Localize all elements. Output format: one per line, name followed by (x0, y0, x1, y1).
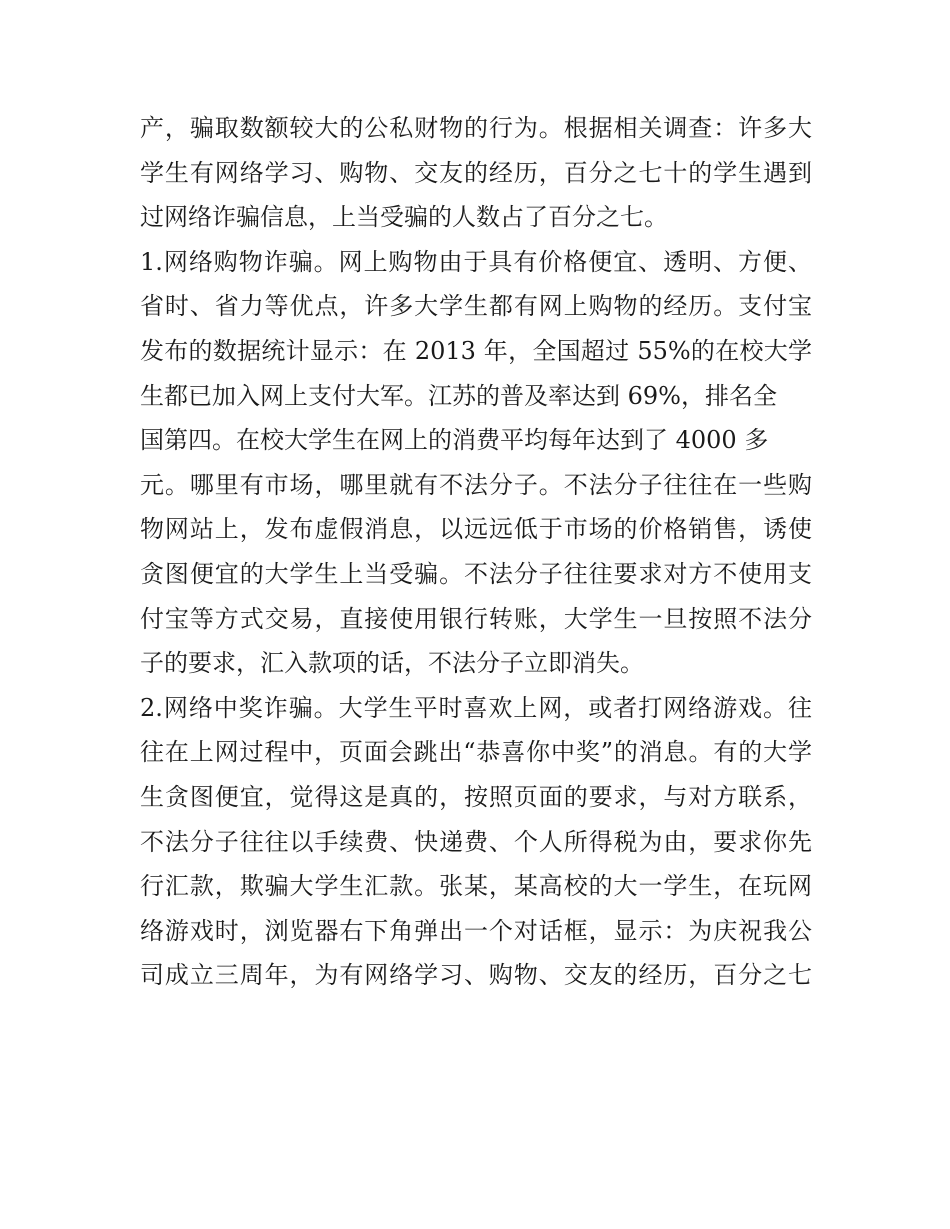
text-line: 贪图便宜的大学生上当受骗。不法分子往往要求对方不使用支 (140, 559, 812, 588)
text-line: 1.网络购物诈骗。网上购物由于具有价格便宜、透明、方便、 (140, 247, 812, 276)
text-line: 省时、省力等优点，许多大学生都有网上购物的经历。支付宝 (140, 292, 812, 321)
text-line: 生贪图便宜，觉得这是真的，按照页面的要求，与对方联系， (140, 782, 812, 811)
text-line: 行汇款，欺骗大学生汇款。张某，某高校的大一学生，在玩网 (140, 872, 812, 901)
text-line: 司成立三周年，为有网络学习、购物、交友的经历，百分之七 (140, 961, 812, 990)
text-line: 往在上网过程中，页面会跳出“恭喜你中奖”的消息。有的大学 (140, 738, 812, 767)
text-line: 过网络诈骗信息，上当受骗的人数占了百分之七。 (140, 203, 668, 232)
text-line: 不法分子往往以手续费、快递费、个人所得税为由，要求你先 (140, 827, 812, 856)
text-line: 元。哪里有市场，哪里就有不法分子。不法分子往往在一些购 (140, 470, 812, 499)
text-line: 产，骗取数额较大的公私财物的行为。根据相关调查：许多大 (140, 114, 812, 142)
text-line: 子的要求，汇入款项的话，不法分子立即消失。 (140, 649, 644, 678)
text-line: 物网站上，发布虚假消息，以远远低于市场的价格销售，诱使 (140, 515, 812, 544)
body-text (140, 106, 812, 998)
text-line: 付宝等方式交易，直接使用银行转账，大学生一旦按照不法分 (140, 604, 812, 633)
text-line: 国第四。在校大学生在网上的消费平均每年达到了 4000 多 (140, 426, 769, 455)
text-line: 生都已加入网上支付大军。江苏的普及率达到 69%，排名全 (140, 381, 777, 410)
text-line: 2.网络中奖诈骗。大学生平时喜欢上网，或者打网络游戏。往 (140, 693, 812, 722)
text-line: 学生有网络学习、购物、交友的经历，百分之七十的学生遇到 (140, 158, 812, 187)
text-line: 络游戏时，浏览器右下角弹出一个对话框，显示：为庆祝我公 (140, 916, 812, 945)
text-line: 发布的数据统计显示：在 2013 年，全国超过 55%的在校大学 (140, 336, 812, 365)
